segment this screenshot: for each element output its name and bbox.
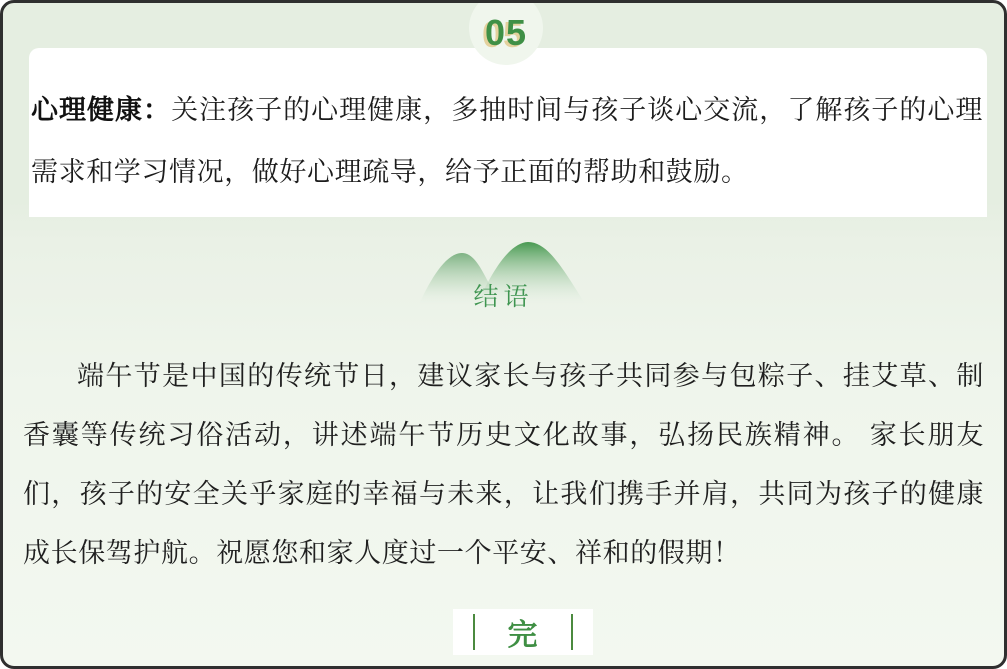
end-mark-block	[453, 609, 593, 655]
health-paragraph	[31, 79, 983, 203]
end-mark-right-bar	[571, 614, 573, 650]
content-card	[29, 48, 987, 217]
health-paragraph-label: 心理健康：	[31, 95, 172, 125]
end-mark-left-bar	[473, 614, 475, 650]
end-mark: 完	[507, 619, 539, 652]
conclusion-heading-block	[3, 227, 1004, 313]
conclusion-paragraph: 端午节是中国的传统节日，建议家长与孩子共同参与包粽子、挂艾草、制香囊等传统习俗活动，讲述端午节历史文化故事，弘扬民族精神。 家长朋友们，孩子的安全关乎家庭的幸福与未来，让我们携手并肩，共同为孩子的健康成长保驾护航。祝愿您和家人度过一个平安、祥和的假期！	[23, 361, 984, 568]
conclusion-heading: 结语	[473, 283, 534, 311]
section-number: 05	[484, 12, 528, 53]
health-paragraph-text: 关注孩子的心理健康，多抽时间与孩子谈心交流，了解孩子的心理需求和学习情况，做好心理疏导，给予正面的帮助和鼓励。	[31, 95, 983, 187]
